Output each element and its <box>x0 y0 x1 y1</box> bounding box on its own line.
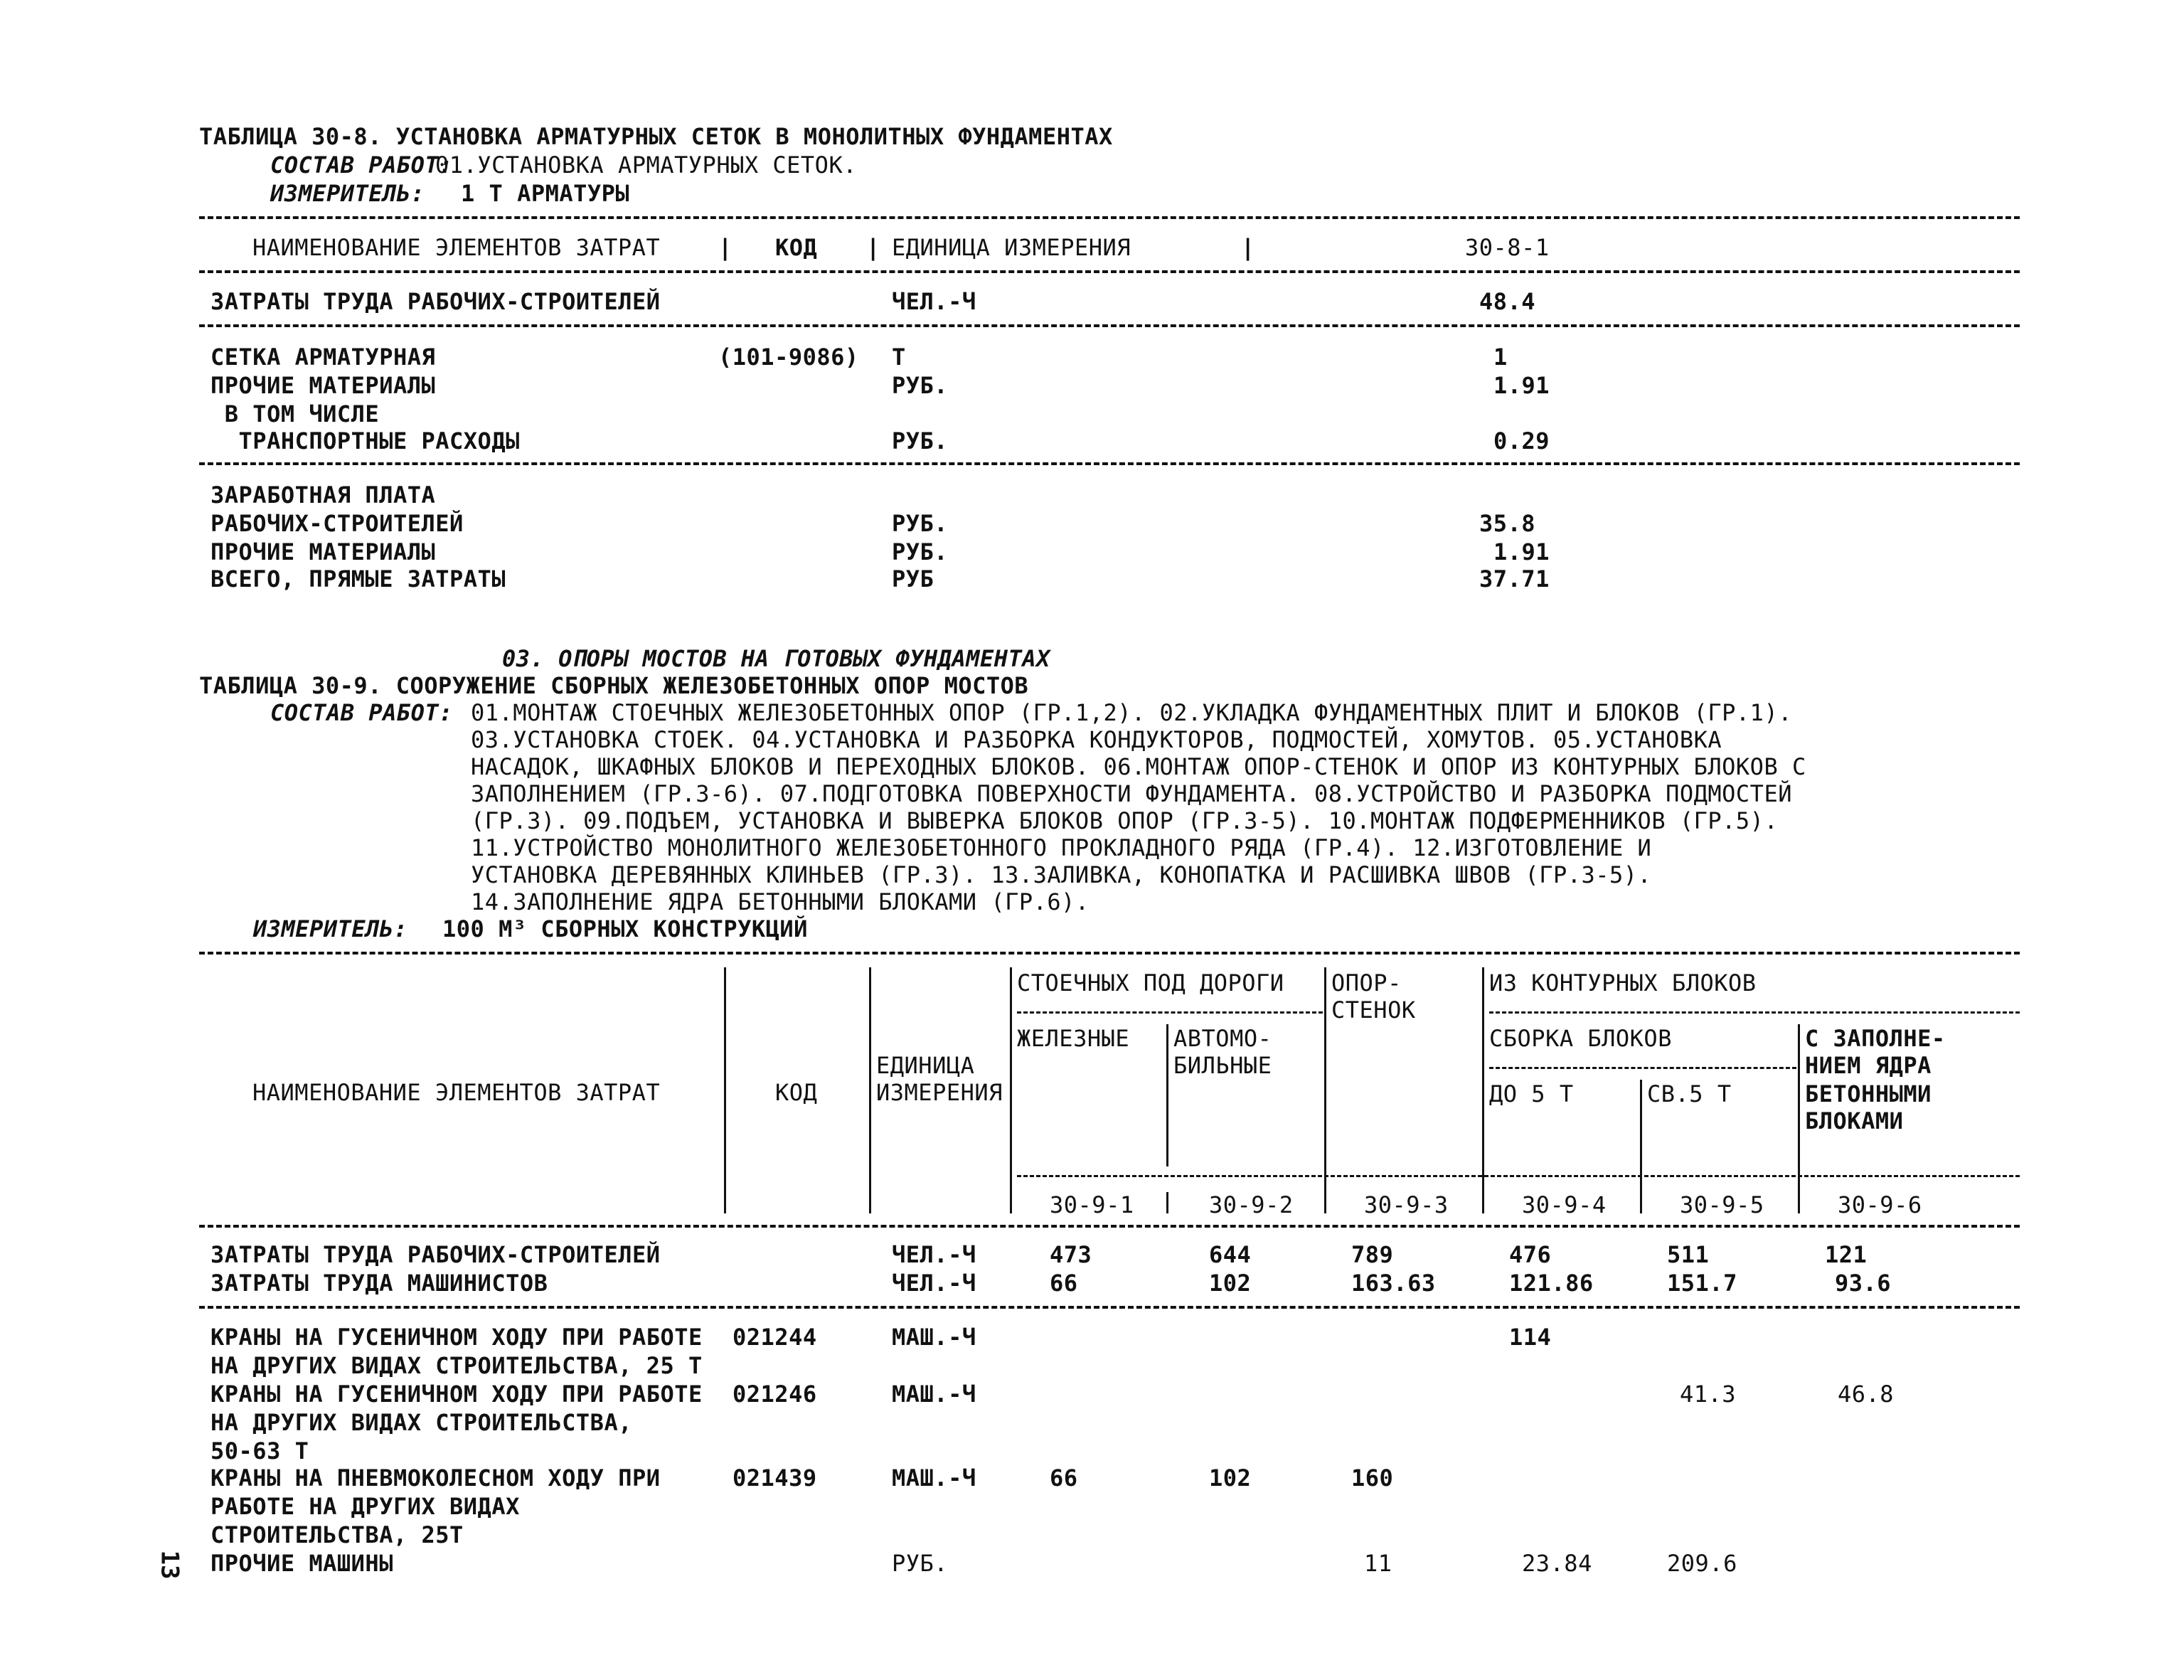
t9-cell: 46.8 <box>1838 1381 1895 1408</box>
t8-header-bar: | <box>866 234 880 261</box>
t9-cell: 151.7 <box>1667 1270 1737 1297</box>
t9-header-unit: ЕДИНИЦА <box>876 1052 975 1079</box>
t9-sostav-label: СОСТАВ РАБОТ: <box>270 699 453 726</box>
t8-header-bar: | <box>718 234 733 261</box>
separator <box>199 216 2020 219</box>
t9-header-name: НАИМЕНОВАНИЕ ЭЛЕМЕНТОВ ЗАТРАТ <box>252 1079 661 1106</box>
t9-subheader: БИЛЬНЫЕ <box>1173 1052 1272 1079</box>
t9-cell: 511 <box>1667 1241 1710 1268</box>
header-dash <box>1017 1011 1323 1014</box>
t9-sostav-line: ЗАПОЛНЕНИЕМ (ГР.3-6). 07.ПОДГОТОВКА ПОВЕРХНОСТИ ФУНДАМЕНТА. 08.УСТРОЙСТВО И РАЗБОРКА ПОДМОСТЕЙ <box>471 780 1792 807</box>
t9-sostav-line: 01.МОНТАЖ СТОЕЧНЫХ ЖЕЛЕЗОБЕТОННЫХ ОПОР (ГР.1,2). 02.УКЛАДКА ФУНДАМЕНТНЫХ ПЛИТ И БЛОКОВ (ГР.1). <box>471 699 1792 726</box>
t9-row-name: СТРОИТЕЛЬСТВА, 25Т <box>211 1521 464 1548</box>
t9-row-name: 50-63 Т <box>211 1437 309 1464</box>
t9-sostav-line: 03.УСТАНОВКА СТОЕК. 04.УСТАНОВКА И РАЗБОРКА КОНДУКТОРОВ, ПОДМОСТЕЙ, ХОМУТОВ. 05.УСТАНОВКА <box>471 726 1722 753</box>
t9-subheader: ДО 5 Т <box>1489 1080 1574 1107</box>
col-divider <box>1166 1192 1168 1213</box>
t8-izm-text: 1 Т АРМАТУРЫ <box>461 180 630 207</box>
t9-cell: 476 <box>1509 1241 1552 1268</box>
t8-row-name: РАБОЧИХ-СТРОИТЕЛЕЙ <box>211 510 464 537</box>
t8-sostav-text: 01.УСТАНОВКА АРМАТУРНЫХ СЕТОК. <box>435 151 857 179</box>
t8-row-value: 0.29 <box>1493 427 1550 454</box>
t8-row-value: 1.91 <box>1493 538 1550 565</box>
section-title: 03. ОПОРЫ МОСТОВ НА ГОТОВЫХ ФУНДАМЕНТАХ <box>502 645 1050 672</box>
t9-subheader: СВ.5 Т <box>1647 1080 1732 1107</box>
t9-subheader: НИЕМ ЯДРА <box>1805 1052 1932 1079</box>
header-dash <box>1489 1067 1796 1069</box>
t9-cell: 163.63 <box>1351 1270 1436 1297</box>
t9-header-code: КОД <box>775 1079 818 1106</box>
col-divider <box>1166 1024 1168 1166</box>
t9-subheader: С ЗАПОЛНЕ- <box>1805 1025 1946 1052</box>
t9-col-number: 30-9-4 <box>1522 1191 1607 1218</box>
t8-row-name: В ТОМ ЧИСЛЕ <box>211 400 380 427</box>
t8-row-value: 35.8 <box>1479 510 1536 537</box>
t9-col-number: 30-9-6 <box>1838 1191 1922 1218</box>
t8-izm-label: ИЗМЕРИТЕЛЬ: <box>270 180 425 207</box>
t9-cell: 789 <box>1351 1241 1394 1268</box>
t9-subheader: СБОРКА БЛОКОВ <box>1489 1025 1672 1052</box>
t9-group-header: ИЗ КОНТУРНЫХ БЛОКОВ <box>1489 969 1757 996</box>
t9-cell: 209.6 <box>1667 1550 1737 1577</box>
t8-row-code: (101-9086) <box>718 344 859 371</box>
t8-row-unit: РУБ. <box>892 427 949 454</box>
t8-row-unit: Т <box>892 344 906 371</box>
t9-row-unit: ЧЕЛ.-Ч <box>892 1270 976 1297</box>
t9-sostav-line: НАСАДОК, ШКАФНЫХ БЛОКОВ И ПЕРЕХОДНЫХ БЛОКОВ. 06.МОНТАЖ ОПОР-СТЕНОК И ОПОР ИЗ КОНТУРНЫХ БЛОКОВ С <box>471 753 1806 780</box>
col-divider <box>1798 1024 1800 1213</box>
header-dash <box>1017 1175 2020 1177</box>
header-dash <box>1489 1011 2020 1014</box>
t8-row-unit: ЧЕЛ.-Ч <box>892 288 976 315</box>
t9-row-code: 021439 <box>733 1464 817 1492</box>
t9-group-header: СТОЕЧНЫХ ПОД ДОРОГИ <box>1017 969 1284 996</box>
table-30-8-title: ТАБЛИЦА 30-8. УСТАНОВКА АРМАТУРНЫХ СЕТОК В МОНОЛИТНЫХ ФУНДАМЕНТАХ <box>199 123 1113 150</box>
separator <box>199 952 2020 955</box>
t9-row-name: КРАНЫ НА ГУСЕНИЧНОМ ХОДУ ПРИ РАБОТЕ <box>211 1324 703 1351</box>
t8-row-name: ПРОЧИЕ МАТЕРИАЛЫ <box>211 372 436 399</box>
col-divider <box>724 967 726 1213</box>
t8-row-name: СЕТКА АРМАТУРНАЯ <box>211 344 436 371</box>
t9-subheader: АВТОМО- <box>1173 1025 1272 1052</box>
t9-row-unit: МАШ.-Ч <box>892 1464 976 1492</box>
t9-row-name: КРАНЫ НА ПНЕВМОКОЛЕСНОМ ХОДУ ПРИ <box>211 1464 661 1492</box>
table-30-9-title: ТАБЛИЦА 30-9. СООРУЖЕНИЕ СБОРНЫХ ЖЕЛЕЗОБЕТОННЫХ ОПОР МОСТОВ <box>199 672 1029 699</box>
t9-subheader: БЕТОННЫМИ <box>1805 1080 1932 1107</box>
t9-cell: 23.84 <box>1522 1550 1592 1577</box>
t9-cell: 473 <box>1050 1241 1092 1268</box>
t9-cell: 102 <box>1209 1464 1252 1492</box>
t8-row-name: ПРОЧИЕ МАТЕРИАЛЫ <box>211 538 436 565</box>
t9-row-name: НА ДРУГИХ ВИДАХ СТРОИТЕЛЬСТВА, 25 Т <box>211 1352 703 1379</box>
t8-row-unit: РУБ <box>892 565 934 592</box>
t9-row-unit: МАШ.-Ч <box>892 1381 976 1408</box>
t9-row-unit: ЧЕЛ.-Ч <box>892 1241 976 1268</box>
t9-cell: 644 <box>1209 1241 1252 1268</box>
t8-header-unit: ЕДИНИЦА ИЗМЕРЕНИЯ <box>892 234 1131 261</box>
t9-cell: 93.6 <box>1835 1270 1892 1297</box>
t9-cell: 41.3 <box>1680 1381 1737 1408</box>
t9-group-header: ОПОР- <box>1331 969 1402 996</box>
t9-row-unit: РУБ. <box>892 1550 949 1577</box>
t9-col-number: 30-9-1 <box>1050 1191 1134 1218</box>
t8-row-unit: РУБ. <box>892 538 949 565</box>
t9-row-code: 021246 <box>733 1381 817 1408</box>
t9-col-number: 30-9-3 <box>1364 1191 1449 1218</box>
t8-row-name: ВСЕГО, ПРЯМЫЕ ЗАТРАТЫ <box>211 565 506 592</box>
separator <box>199 1225 2020 1228</box>
t8-row-unit: РУБ. <box>892 372 949 399</box>
separator <box>199 1306 2020 1309</box>
t9-cell: 121 <box>1825 1241 1868 1268</box>
t9-row-name: НА ДРУГИХ ВИДАХ СТРОИТЕЛЬСТВА, <box>211 1409 632 1436</box>
separator <box>199 462 2020 465</box>
t9-cell: 66 <box>1050 1464 1078 1492</box>
t8-header-code: КОД <box>775 234 818 261</box>
t8-header-bar: | <box>1241 234 1255 261</box>
t9-cell: 102 <box>1209 1270 1252 1297</box>
t8-header-name: НАИМЕНОВАНИЕ ЭЛЕМЕНТОВ ЗАТРАТ <box>252 234 661 261</box>
t8-row-value: 48.4 <box>1479 288 1536 315</box>
t9-cell: 160 <box>1351 1464 1394 1492</box>
t9-izm-text: 100 М³ СБОРНЫХ КОНСТРУКЦИЙ <box>442 915 808 942</box>
col-divider <box>869 967 871 1213</box>
t9-sostav-line: (ГР.3). 09.ПОДЪЕМ, УСТАНОВКА И ВЫВЕРКА БЛОКОВ ОПОР (ГР.3-5). 10.МОНТАЖ ПОДФЕРМЕННИКОВ (ГР.5). <box>471 807 1779 834</box>
t9-cell: 121.86 <box>1509 1270 1594 1297</box>
col-divider <box>1010 967 1012 1213</box>
t9-subheader: БЛОКАМИ <box>1805 1107 1904 1134</box>
t9-cell: 11 <box>1364 1550 1392 1577</box>
t8-row-value: 37.71 <box>1479 565 1550 592</box>
t9-header-unit: ИЗМЕРЕНИЯ <box>876 1079 1003 1106</box>
t8-row-value: 1.91 <box>1493 372 1550 399</box>
t8-row-name: ЗАТРАТЫ ТРУДА РАБОЧИХ-СТРОИТЕЛЕЙ <box>211 288 661 315</box>
t9-row-name: ЗАТРАТЫ ТРУДА РАБОЧИХ-СТРОИТЕЛЕЙ <box>211 1241 661 1268</box>
t9-row-name: КРАНЫ НА ГУСЕНИЧНОМ ХОДУ ПРИ РАБОТЕ <box>211 1381 703 1408</box>
t9-izm-label: ИЗМЕРИТЕЛЬ: <box>253 915 408 942</box>
t9-row-name: ЗАТРАТЫ ТРУДА МАШИНИСТОВ <box>211 1270 548 1297</box>
t9-cell: 66 <box>1050 1270 1078 1297</box>
separator <box>199 324 2020 327</box>
t9-cell: 114 <box>1509 1324 1552 1351</box>
separator <box>199 270 2020 273</box>
t9-row-code: 021244 <box>733 1324 817 1351</box>
t9-row-unit: МАШ.-Ч <box>892 1324 976 1351</box>
col-divider <box>1640 1080 1642 1213</box>
t9-sostav-line: 14.ЗАПОЛНЕНИЕ ЯДРА БЕТОННЫМИ БЛОКАМИ (ГР.6). <box>471 888 1090 915</box>
t9-row-name: ПРОЧИЕ МАШИНЫ <box>211 1550 393 1577</box>
t9-col-number: 30-9-5 <box>1680 1191 1764 1218</box>
page-number: 13 <box>155 1550 184 1580</box>
t9-sostav-line: 11.УСТРОЙСТВО МОНОЛИТНОГО ЖЕЛЕЗОБЕТОННОГО ПРОКЛАДНОГО РЯДА (ГР.4). 12.ИЗГОТОВЛЕНИЕ И <box>471 834 1652 861</box>
t9-row-name: РАБОТЕ НА ДРУГИХ ВИДАХ <box>211 1493 520 1520</box>
t8-sostav-label: СОСТАВ РАБОТ: <box>270 151 453 179</box>
t8-row-value: 1 <box>1493 344 1508 371</box>
t9-subheader: ЖЕЛЕЗНЫЕ <box>1017 1025 1130 1052</box>
t9-group-header: СТЕНОК <box>1331 996 1416 1024</box>
t8-header-col: 30-8-1 <box>1465 234 1550 261</box>
t9-sostav-line: УСТАНОВКА ДЕРЕВЯННЫХ КЛИНЬЕВ (ГР.3). 13.ЗАЛИВКА, КОНОПАТКА И РАСШИВКА ШВОВ (ГР.3-5). <box>471 861 1652 888</box>
t8-row-unit: РУБ. <box>892 510 949 537</box>
t8-row-name: ЗАРАБОТНАЯ ПЛАТА <box>211 482 436 509</box>
t9-col-number: 30-9-2 <box>1209 1191 1294 1218</box>
t8-row-name: ТРАНСПОРТНЫЕ РАСХОДЫ <box>211 427 520 454</box>
